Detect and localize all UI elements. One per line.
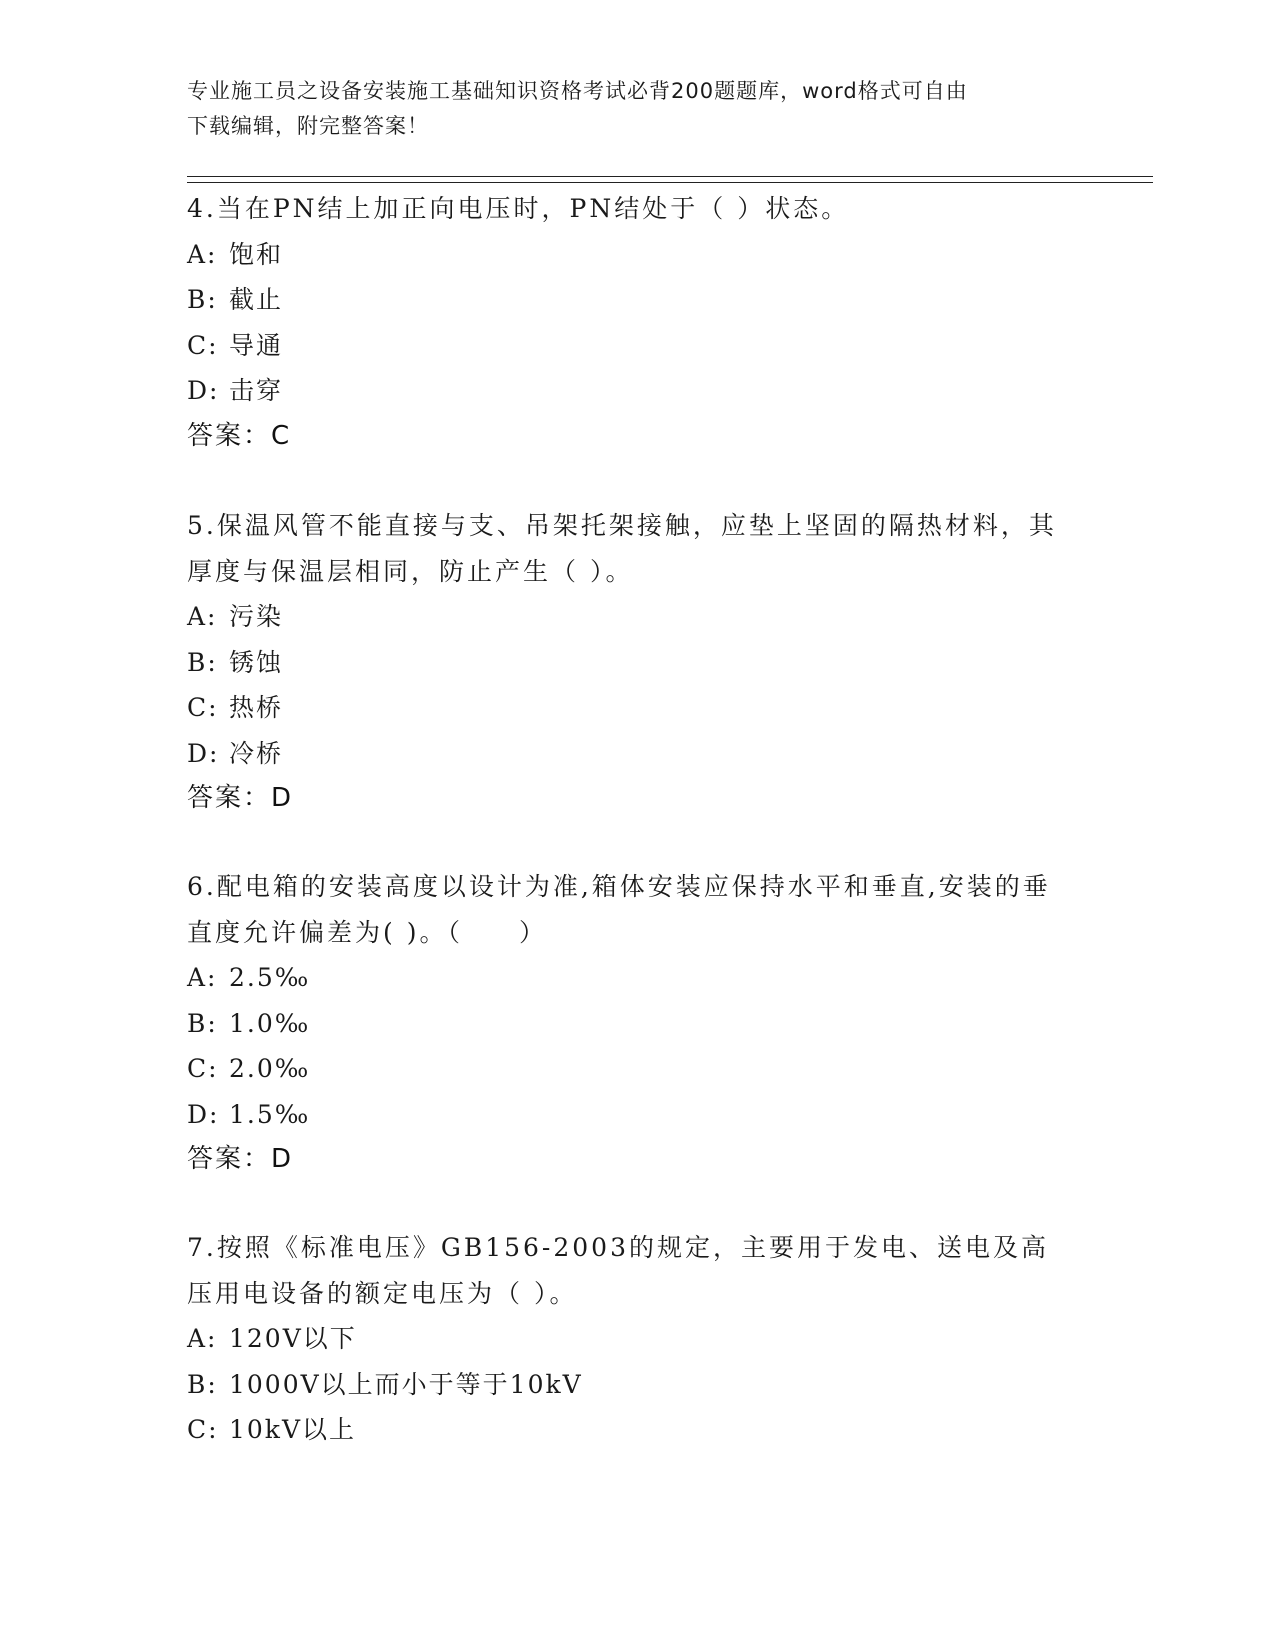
option-a [187, 955, 1067, 1001]
option-key: A: [187, 602, 218, 631]
question-7 [187, 1225, 1067, 1453]
option-text: 导通 [229, 330, 284, 360]
document-header [187, 74, 1067, 144]
option-d [187, 1092, 1067, 1138]
option-key: B: [187, 647, 218, 677]
option-c [187, 685, 1067, 731]
option-a [187, 594, 1067, 640]
option-key: C: [187, 1054, 219, 1083]
option-key: D: [187, 1099, 220, 1129]
header-line-2: 下载编辑，附完整答案！ [187, 114, 429, 138]
option-key: C: [187, 330, 219, 360]
option-key: B: [187, 285, 218, 314]
option-b [187, 640, 1067, 686]
answer: 答案：D [187, 1144, 294, 1174]
option-key: A: [187, 963, 218, 992]
option-text: 饱和 [229, 239, 284, 269]
option-c [187, 1407, 1067, 1453]
answer: 答案：C [187, 420, 292, 451]
option-text: 120V以下 [229, 1324, 357, 1353]
option-key: C: [187, 693, 219, 722]
question-stem: 7.按照《标准电压》GB156-2003的规定，主要用于发电、送电及高压用电设备的额定电压为（ ）。 [187, 1233, 1049, 1308]
question-stem: 4.当在PN结上加正向电压时，PN结处于（ ）状态。 [187, 194, 850, 223]
option-b [187, 277, 1067, 323]
option-d [187, 731, 1067, 777]
option-text: 锈蚀 [229, 647, 284, 677]
option-a [187, 1316, 1067, 1362]
option-text: 污染 [229, 602, 284, 631]
option-text: 1000V以上而小于等于10kV [229, 1369, 583, 1399]
question-4 [187, 186, 1067, 459]
header-line-1: 专业施工员之设备安装施工基础知识资格考试必背200题题库，word格式可自由 [187, 79, 968, 103]
option-a [187, 232, 1067, 278]
question-6 [187, 864, 1067, 1183]
option-key: C: [187, 1415, 219, 1444]
option-text: 10kV以上 [229, 1415, 357, 1444]
option-b [187, 1001, 1067, 1047]
option-text: 热桥 [229, 693, 284, 722]
option-key: B: [187, 1008, 218, 1038]
option-text: 1.0‰ [229, 1008, 311, 1038]
option-d [187, 368, 1067, 414]
option-key: D: [187, 376, 220, 405]
header-rule-bottom [187, 182, 1153, 183]
option-text: 击穿 [229, 376, 284, 405]
option-key: A: [187, 239, 218, 269]
option-c [187, 323, 1067, 369]
option-b [187, 1362, 1067, 1408]
option-text: 2.5‰ [229, 963, 311, 992]
option-text: 冷桥 [229, 738, 284, 768]
option-c [187, 1046, 1067, 1092]
option-text: 1.5‰ [229, 1099, 311, 1129]
option-key: D: [187, 738, 220, 768]
question-5 [187, 503, 1067, 822]
question-stem: 5.保温风管不能直接与支、吊架托架接触，应垫上坚固的隔热材料，其厚度与保温层相同，防止产生（ ）。 [187, 511, 1057, 586]
option-key: B: [187, 1369, 218, 1399]
option-key: A: [187, 1324, 218, 1353]
question-stem: 6.配电箱的安装高度以设计为准,箱体安装应保持水平和垂直,安装的垂直度允许偏差为( )。（ ） [187, 872, 1051, 947]
option-text: 截止 [229, 285, 284, 314]
option-text: 2.0‰ [229, 1054, 311, 1083]
header-rule-top [187, 176, 1153, 177]
answer: 答案：D [187, 783, 294, 813]
